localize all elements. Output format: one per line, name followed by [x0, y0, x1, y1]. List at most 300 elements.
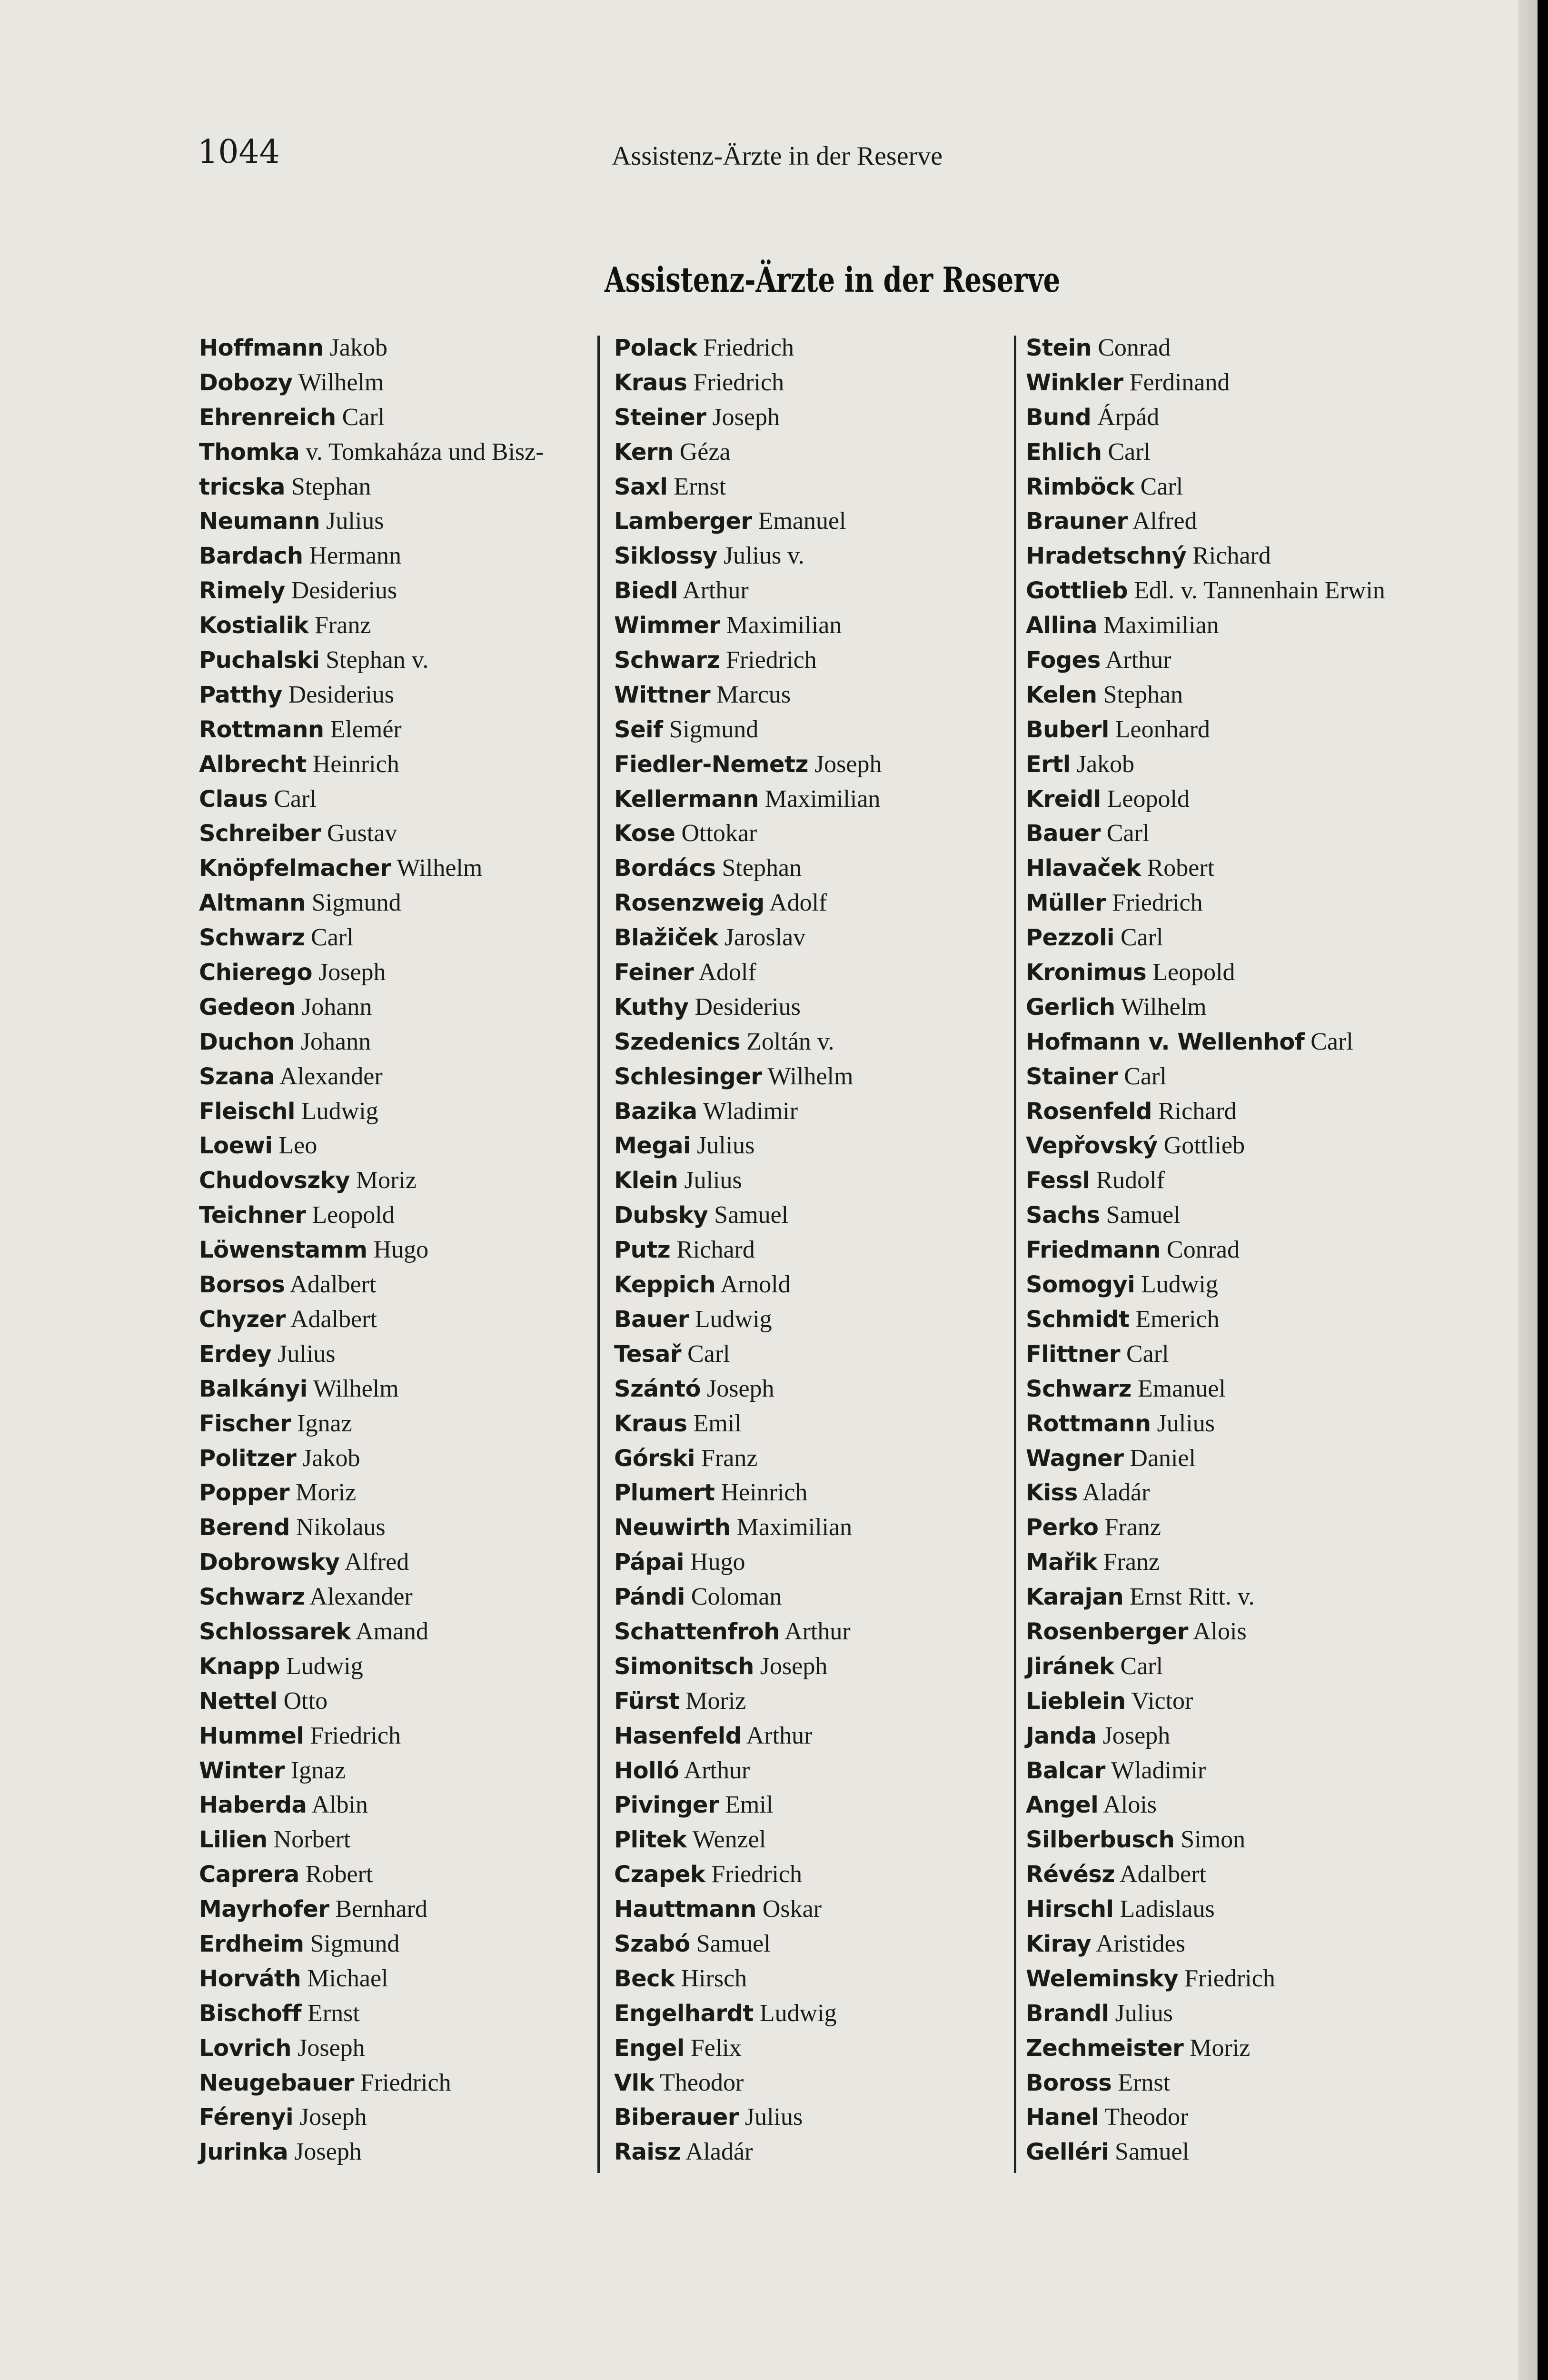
surname: tricska — [199, 473, 285, 500]
given-name: Rudolf — [1096, 1167, 1165, 1194]
list-item — [199, 921, 599, 955]
given-name: Alois — [1193, 1617, 1247, 1645]
list-item — [614, 2031, 1014, 2066]
surname: Schwarz — [614, 647, 720, 674]
given-name: Julius — [1115, 1999, 1173, 2027]
surname: Erdheim — [199, 1930, 304, 1957]
list-item — [199, 1163, 599, 1198]
given-name: Joseph — [760, 1652, 828, 1680]
given-name: Maximilian — [764, 785, 881, 813]
surname: Lieblein — [1026, 1687, 1126, 1715]
surname: Engelhardt — [614, 2000, 754, 2027]
list-item — [1026, 1198, 1426, 1233]
list-item — [614, 1996, 1014, 2031]
given-name: Adolf — [698, 959, 756, 986]
surname: Stainer — [1026, 1063, 1118, 1090]
given-name: Friedrich — [310, 1722, 401, 1749]
given-name: Friedrich — [703, 334, 794, 361]
surname: Hasenfeld — [614, 1722, 742, 1749]
given-name: Julius — [697, 1132, 755, 1160]
given-name: Desiderius — [291, 577, 397, 605]
given-name: Conrad — [1098, 334, 1171, 361]
given-name: Alois — [1103, 1791, 1157, 1819]
given-name: Richard — [1158, 1097, 1237, 1125]
list-item — [614, 782, 1014, 817]
surname: Kuthy — [614, 993, 689, 1021]
list-item — [199, 1476, 599, 1510]
surname: Kiss — [1026, 1479, 1078, 1507]
surname: Schwarz — [199, 1584, 305, 1611]
surname: Hlavaček — [1026, 855, 1141, 882]
list-item — [614, 886, 1014, 921]
given-name: Carl — [1120, 1652, 1163, 1680]
list-item — [199, 1788, 599, 1823]
list-item — [614, 1337, 1014, 1372]
surname: Lilien — [199, 1826, 268, 1854]
given-name: Samuel — [1115, 2138, 1190, 2166]
given-name: Sigmund — [311, 889, 401, 917]
given-name: Adalbert — [289, 1271, 377, 1299]
given-name: Felix — [690, 2034, 742, 2062]
list-item — [614, 1060, 1014, 1094]
given-name: Ludwig — [1141, 1271, 1218, 1299]
surname: Hradetschný — [1026, 543, 1187, 570]
surname: Tesař — [614, 1340, 682, 1368]
surname: Engel — [614, 2034, 685, 2062]
given-name: Amand — [355, 1617, 429, 1645]
surname: Angel — [1026, 1792, 1099, 1819]
list-item — [1026, 539, 1426, 574]
surname: Feiner — [614, 959, 694, 986]
surname: Friedmann — [1026, 1237, 1161, 1264]
list-item — [1026, 955, 1426, 990]
given-name: Ernst — [674, 473, 726, 500]
given-name: Robert — [305, 1861, 373, 1888]
surname: Teichner — [199, 1202, 306, 1229]
given-name: Árpád — [1097, 403, 1160, 431]
list-item — [1026, 1857, 1426, 1892]
given-name: Wladimir — [1111, 1756, 1206, 1784]
given-name: Theodor — [660, 2069, 744, 2096]
given-name: Arthur — [684, 1756, 750, 1784]
surname: Holló — [614, 1757, 679, 1784]
surname: Müller — [1026, 890, 1106, 917]
given-name: Stephan — [722, 854, 802, 882]
surname: Vlk — [614, 2069, 655, 2096]
given-name: Jakob — [1076, 750, 1135, 778]
given-name: Victor — [1131, 1687, 1193, 1715]
list-item — [199, 1996, 599, 2031]
surname: Patthy — [199, 681, 282, 708]
list-item — [1026, 816, 1426, 851]
given-name: Hirsch — [681, 1964, 747, 1992]
given-name: Alexander — [279, 1062, 383, 1090]
list-item — [199, 1094, 599, 1129]
section-title: Assistenz-Ärzte in der Reserve — [605, 259, 1061, 300]
list-item — [1026, 1060, 1426, 1094]
surname: Wittner — [614, 681, 711, 708]
surname: Lovrich — [199, 2034, 292, 2062]
surname: Ertl — [1026, 751, 1071, 778]
surname: Rimely — [199, 577, 285, 605]
page-edge — [1518, 0, 1538, 2380]
given-name: Samuel — [1106, 1201, 1181, 1229]
surname: Raisz — [614, 2139, 681, 2166]
given-name: Moriz — [685, 1687, 746, 1715]
list-item — [1026, 747, 1426, 782]
given-name: Leo — [278, 1132, 318, 1160]
list-item — [1026, 1129, 1426, 1163]
given-name: Carl — [311, 924, 354, 952]
list-item — [199, 1892, 599, 1927]
surname: Bauer — [1026, 820, 1101, 847]
list-item — [1026, 1649, 1426, 1684]
surname: Szana — [199, 1063, 275, 1090]
surname: Gelléri — [1026, 2139, 1109, 2166]
surname: Foges — [1026, 647, 1101, 674]
surname: Hummel — [199, 1722, 304, 1749]
given-name: Norbert — [273, 1826, 351, 1854]
surname: Kellermann — [614, 785, 759, 813]
surname: Allina — [1026, 612, 1098, 639]
given-name: Alexander — [309, 1583, 413, 1611]
list-item — [199, 1268, 599, 1302]
given-name: Julius — [278, 1340, 336, 1368]
surname: Lamberger — [614, 508, 752, 535]
surname: Kraus — [614, 1410, 687, 1437]
list-item — [199, 1372, 599, 1407]
surname: Stein — [1026, 335, 1092, 361]
list-item — [614, 435, 1014, 470]
list-item — [614, 1892, 1014, 1927]
surname: Biberauer — [614, 2104, 739, 2131]
given-name: Desiderius — [695, 993, 801, 1021]
given-name: Edl. v. Tannenhain Erwin — [1134, 577, 1385, 605]
list-item — [614, 2135, 1014, 2170]
given-name: Hugo — [373, 1236, 429, 1264]
list-item — [199, 1441, 599, 1476]
given-name: Marcus — [716, 681, 791, 708]
list-item — [199, 1545, 599, 1580]
list-item — [199, 990, 599, 1025]
list-item — [614, 1649, 1014, 1684]
surname: Pivinger — [614, 1792, 719, 1819]
surname: Kose — [614, 820, 675, 847]
given-name: Simon — [1181, 1826, 1246, 1854]
list-item — [199, 1927, 599, 1962]
list-item — [1026, 713, 1426, 747]
given-name: Wilhelm — [767, 1062, 853, 1090]
list-item — [614, 1302, 1014, 1337]
list-item — [614, 400, 1014, 435]
surname: Neumann — [199, 508, 320, 535]
list-item — [614, 713, 1014, 747]
given-name: Carl — [342, 403, 385, 431]
given-name: Franz — [1103, 1548, 1160, 1576]
surname: Rimböck — [1026, 473, 1134, 500]
surname: Fleischl — [199, 1098, 295, 1125]
list-item — [1026, 782, 1426, 817]
given-name: Richard — [676, 1236, 755, 1264]
surname: Szedenics — [614, 1028, 741, 1055]
surname: Kiray — [1026, 1930, 1092, 1957]
name-column-3 — [1026, 331, 1426, 2170]
surname: Loewi — [199, 1132, 273, 1160]
surname: Popper — [199, 1479, 290, 1507]
list-item — [199, 1719, 599, 1754]
list-item — [199, 1510, 599, 1545]
given-name: Franz — [315, 612, 371, 639]
surname: Seif — [614, 716, 663, 743]
list-item — [614, 1754, 1014, 1788]
surname: Bund — [1026, 404, 1092, 431]
list-item — [199, 331, 599, 366]
given-name: Zoltán v. — [746, 1028, 834, 1055]
list-item — [1026, 331, 1426, 366]
list-item — [1026, 851, 1426, 886]
given-name: Ludwig — [695, 1305, 772, 1333]
surname: Erdey — [199, 1340, 272, 1368]
given-name: Samuel — [696, 1930, 771, 1957]
surname: Kelen — [1026, 681, 1097, 708]
surname: Schmidt — [1026, 1306, 1130, 1333]
surname: Pápai — [614, 1549, 684, 1576]
surname: Mayrhofer — [199, 1896, 329, 1923]
given-name: Samuel — [714, 1201, 789, 1229]
surname: Zechmeister — [1026, 2034, 1184, 2062]
surname: Nettel — [199, 1687, 278, 1715]
given-name: Franz — [701, 1444, 758, 1472]
list-item — [1026, 435, 1426, 470]
list-item — [1026, 608, 1426, 643]
list-item — [614, 470, 1014, 505]
given-name: Leopold — [1107, 785, 1190, 813]
given-name: Carl — [274, 785, 317, 813]
given-name: Wilhelm — [313, 1375, 399, 1402]
surname: Jurinka — [199, 2139, 288, 2166]
surname: Chudovszky — [199, 1167, 350, 1194]
list-item — [1026, 1510, 1426, 1545]
list-item — [199, 1684, 599, 1719]
surname: Blažiček — [614, 924, 718, 952]
surname: Caprera — [199, 1861, 299, 1888]
given-name: Theodor — [1104, 2103, 1189, 2131]
list-item — [1026, 1719, 1426, 1754]
list-item — [199, 1754, 599, 1788]
given-name: Arthur — [746, 1722, 813, 1749]
list-item — [1026, 1233, 1426, 1268]
list-item — [614, 331, 1014, 366]
given-name: Stephan — [291, 473, 371, 500]
given-name: Aladár — [685, 2138, 753, 2166]
list-item — [614, 1927, 1014, 1962]
list-item — [1026, 921, 1426, 955]
given-name: Desiderius — [288, 681, 395, 708]
list-item — [614, 1094, 1014, 1129]
surname: Pándi — [614, 1584, 685, 1611]
surname: Biedl — [614, 577, 678, 605]
given-name: Sigmund — [310, 1930, 400, 1957]
given-name: Joseph — [298, 2034, 365, 2062]
list-item — [199, 2066, 599, 2101]
list-item — [614, 921, 1014, 955]
surname: Somogyi — [1026, 1271, 1135, 1299]
given-name: Moriz — [296, 1479, 357, 1507]
given-name: Leopold — [1152, 959, 1235, 986]
list-item — [614, 1233, 1014, 1268]
surname: Férenyi — [199, 2104, 294, 2131]
column-divider-1 — [597, 336, 600, 2173]
surname: Vepřovský — [1026, 1132, 1158, 1160]
list-item — [1026, 1996, 1426, 2031]
given-name: Alfred — [344, 1548, 409, 1576]
surname: Löwenstamm — [199, 1237, 367, 1264]
given-name: Emil — [693, 1409, 742, 1437]
surname: Chyzer — [199, 1306, 286, 1333]
surname: Klein — [614, 1167, 678, 1194]
surname: Ehrenreich — [199, 404, 336, 431]
surname: Gerlich — [1026, 993, 1115, 1021]
list-item — [614, 747, 1014, 782]
surname: Berend — [199, 1514, 290, 1541]
given-name: Heinrich — [721, 1479, 808, 1507]
list-item — [199, 435, 599, 470]
list-item — [614, 366, 1014, 400]
list-item — [199, 851, 599, 886]
list-item — [1026, 2135, 1426, 2170]
surname: Górski — [614, 1445, 695, 1472]
list-item — [199, 2031, 599, 2066]
list-item — [199, 1233, 599, 1268]
list-item — [199, 678, 599, 713]
given-name: Leonhard — [1115, 715, 1211, 743]
list-item — [199, 470, 599, 505]
list-item — [1026, 1372, 1426, 1407]
list-item — [614, 1962, 1014, 1996]
given-name: Moriz — [1190, 2034, 1250, 2062]
given-name: Friedrich — [360, 2069, 451, 2096]
given-name: Joseph — [814, 750, 882, 778]
surname: Bardach — [199, 543, 303, 570]
surname: Beck — [614, 1965, 675, 1992]
given-name: Adolf — [769, 889, 827, 917]
surname: Neugebauer — [199, 2069, 354, 2096]
given-name: Ernst Ritt. v. — [1130, 1583, 1255, 1611]
list-item — [614, 1129, 1014, 1163]
given-name: Wilhelm — [1121, 993, 1207, 1021]
list-item — [199, 1407, 599, 1441]
surname: Knöpfelmacher — [199, 855, 391, 882]
given-name: Moriz — [356, 1167, 417, 1194]
given-name: Maximilian — [1103, 612, 1219, 639]
given-name: Géza — [679, 438, 731, 466]
surname: Siklossy — [614, 543, 717, 570]
list-item — [1026, 1788, 1426, 1823]
given-name: Daniel — [1130, 1444, 1196, 1472]
list-item — [614, 2066, 1014, 2101]
page-number: 1044 — [198, 133, 280, 171]
list-item — [1026, 1892, 1426, 1927]
given-name: Gottlieb — [1163, 1132, 1245, 1160]
list-item — [1026, 2031, 1426, 2066]
given-name: Ernst — [307, 1999, 360, 2027]
given-name: Aladár — [1082, 1479, 1150, 1507]
given-name: Carl — [1108, 438, 1151, 466]
list-item — [614, 1372, 1014, 1407]
list-item — [614, 608, 1014, 643]
given-name: Friedrich — [1112, 889, 1203, 917]
surname: Fischer — [199, 1410, 291, 1437]
given-name: Leopold — [312, 1201, 395, 1229]
surname: Hirschl — [1026, 1896, 1114, 1923]
surname: Schreiber — [199, 820, 321, 847]
surname: Haberda — [199, 1792, 307, 1819]
given-name: Carl — [1106, 820, 1150, 847]
given-name: Julius v. — [723, 542, 804, 570]
given-name: Carl — [1126, 1340, 1169, 1368]
list-item — [199, 400, 599, 435]
given-name: Otto — [283, 1687, 328, 1715]
list-item — [1026, 1476, 1426, 1510]
list-item — [1026, 1302, 1426, 1337]
surname: Schlesinger — [614, 1063, 762, 1090]
list-item — [199, 1060, 599, 1094]
list-item — [199, 1337, 599, 1372]
surname: Megai — [614, 1132, 691, 1160]
given-name: Friedrich — [711, 1861, 802, 1888]
surname: Schlossarek — [199, 1618, 351, 1645]
given-name: Ernst — [1118, 2069, 1171, 2096]
given-name: Carl — [1124, 1062, 1167, 1090]
given-name: Hugo — [690, 1548, 745, 1576]
given-name: Stephan — [1103, 681, 1183, 708]
surname: Rottmann — [199, 716, 324, 743]
list-item — [199, 1649, 599, 1684]
list-item — [1026, 990, 1426, 1025]
list-item — [199, 1615, 599, 1649]
given-name: Arthur — [1105, 646, 1171, 674]
surname: Jiránek — [1026, 1653, 1114, 1680]
list-item — [614, 851, 1014, 886]
list-item — [614, 2100, 1014, 2135]
list-item — [1026, 1025, 1426, 1060]
list-item — [199, 1580, 599, 1615]
surname: Wimmer — [614, 612, 720, 639]
list-item — [1026, 1407, 1426, 1441]
surname: Sachs — [1026, 1202, 1100, 1229]
list-item — [614, 1788, 1014, 1823]
given-name: Carl — [1140, 473, 1183, 500]
given-name: Friedrich — [1184, 1964, 1275, 1992]
list-item — [1026, 1163, 1426, 1198]
surname: Révész — [1026, 1861, 1115, 1888]
list-item — [199, 886, 599, 921]
list-item — [614, 1476, 1014, 1510]
list-item — [614, 1823, 1014, 1857]
list-item — [1026, 1684, 1426, 1719]
given-name: Emerich — [1135, 1305, 1220, 1333]
given-name: Ignaz — [297, 1409, 352, 1437]
given-name: Carl — [687, 1340, 730, 1368]
surname: Kreidl — [1026, 785, 1101, 813]
surname: Szántó — [614, 1375, 701, 1402]
list-item — [614, 1407, 1014, 1441]
list-item — [1026, 1094, 1426, 1129]
surname: Fessl — [1026, 1167, 1090, 1194]
given-name: Emanuel — [758, 507, 846, 535]
surname: Brandl — [1026, 2000, 1109, 2027]
surname: Putz — [614, 1237, 671, 1264]
